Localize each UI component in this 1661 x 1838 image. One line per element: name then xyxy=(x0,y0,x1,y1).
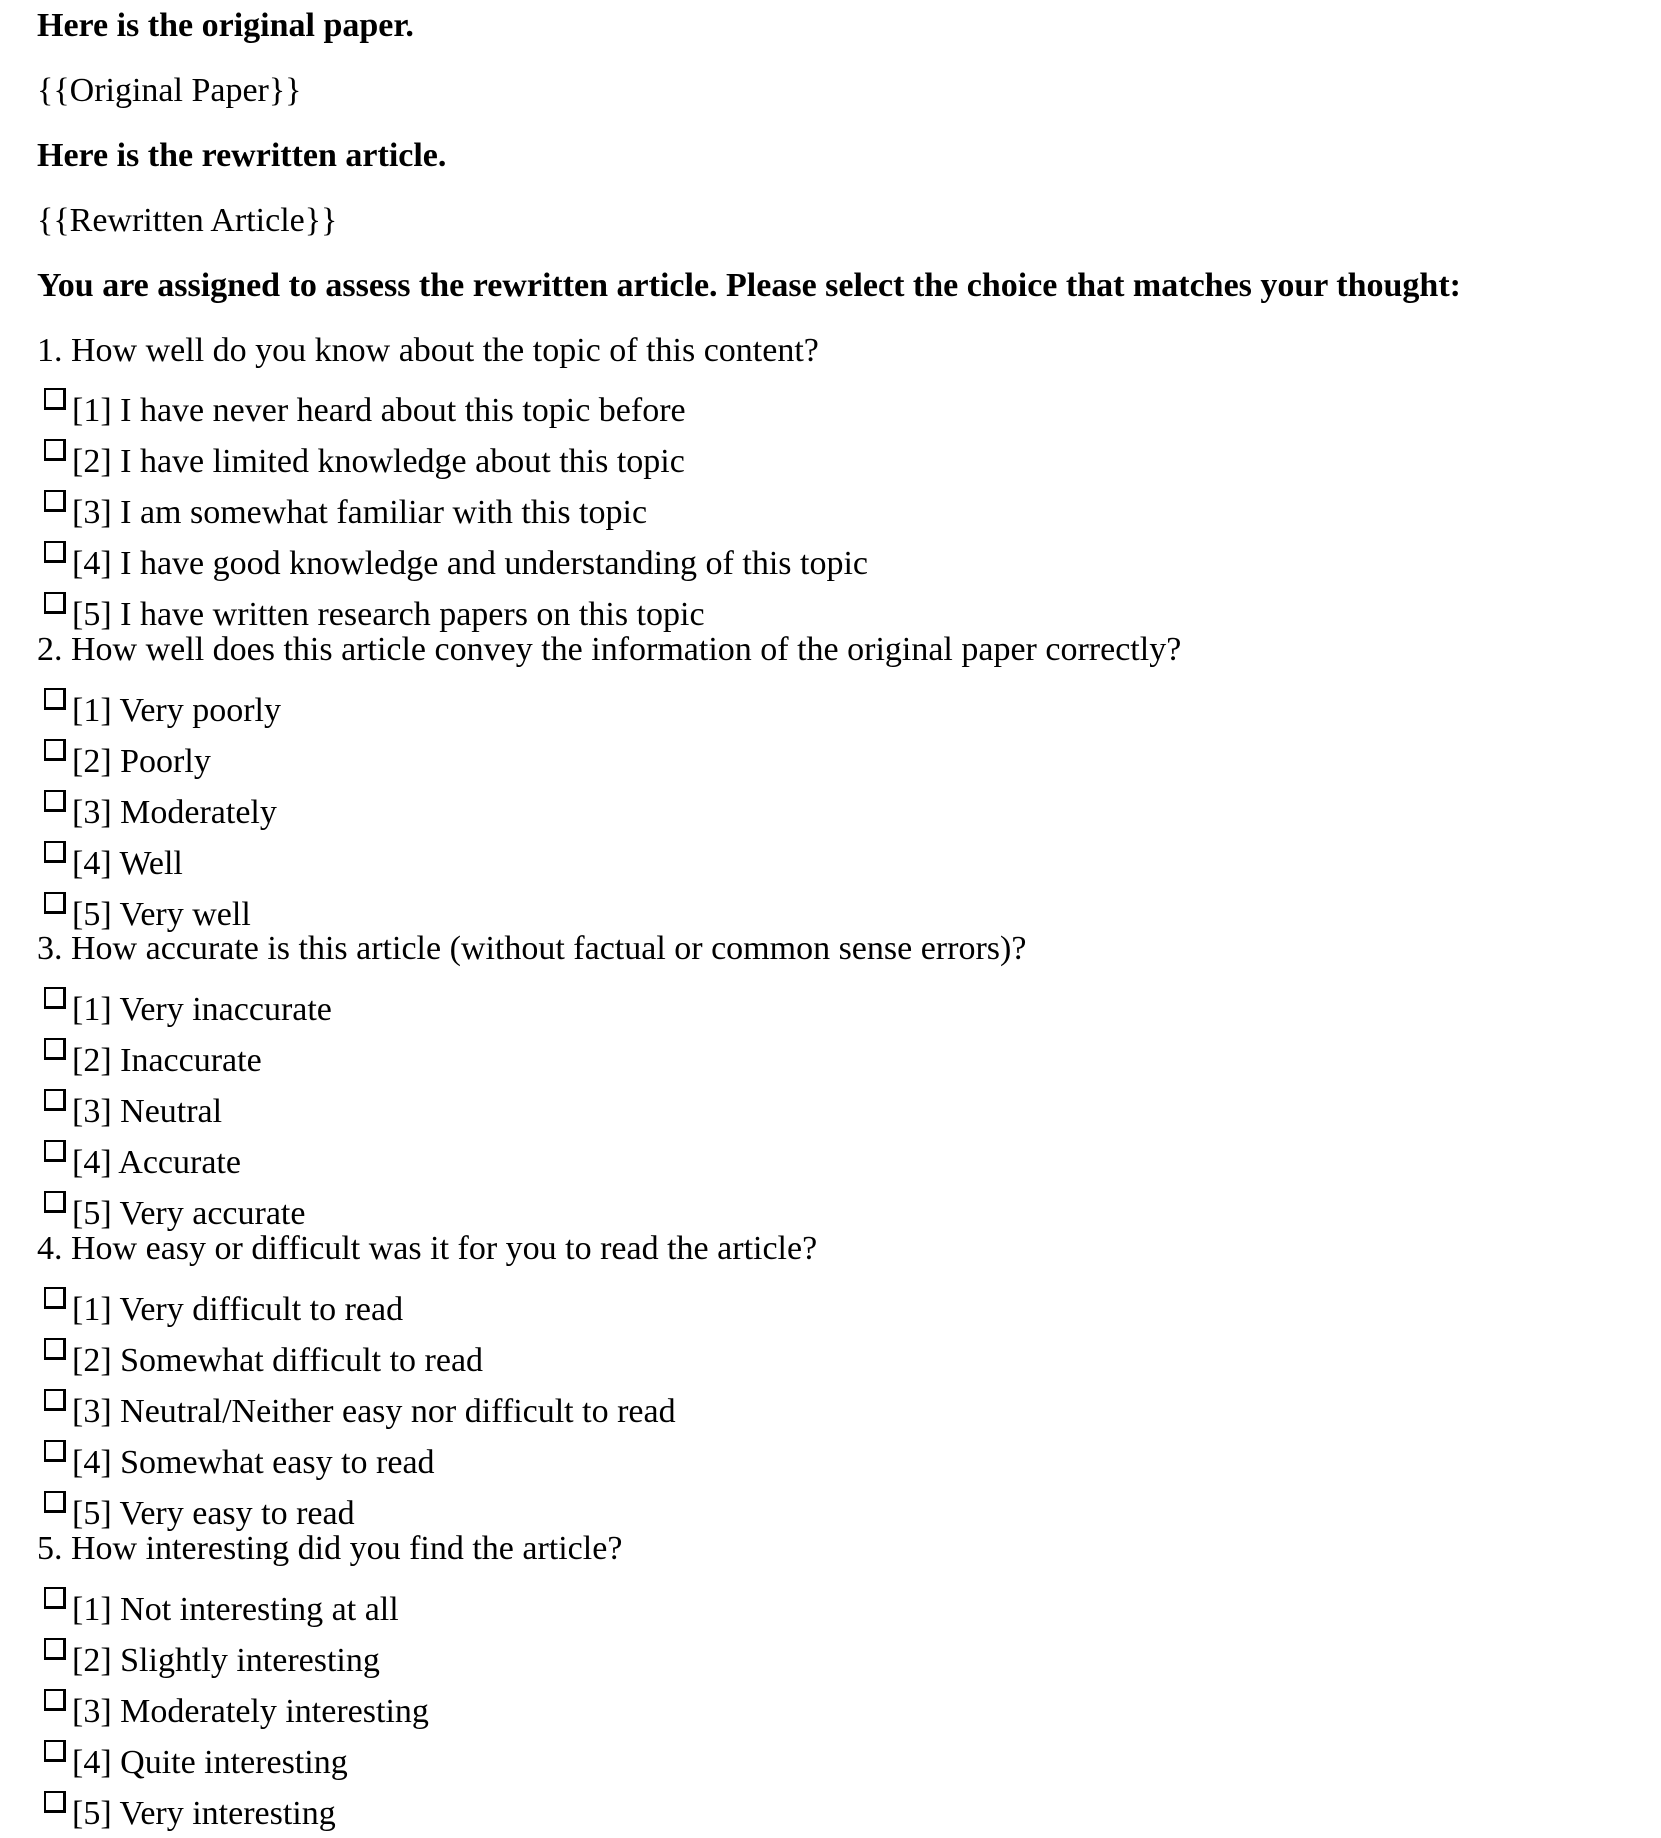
checkbox[interactable] xyxy=(44,1338,66,1360)
question-1-option-4[interactable] xyxy=(44,538,868,584)
option-label: [1] Very poorly xyxy=(72,692,281,729)
option-label: [3] Moderately xyxy=(72,794,277,831)
option-label: [5] Very accurate xyxy=(72,1195,306,1232)
question-5-option-5[interactable] xyxy=(44,1788,336,1834)
checkbox[interactable] xyxy=(44,1791,66,1813)
option-label: [3] I am somewhat familiar with this topic xyxy=(72,494,648,531)
checkbox[interactable] xyxy=(44,1440,66,1462)
checkbox[interactable] xyxy=(44,1089,66,1111)
question-5-text: 5. How interesting did you find the article? xyxy=(37,1530,623,1567)
question-5-option-4[interactable] xyxy=(44,1737,348,1783)
checkbox[interactable] xyxy=(44,1287,66,1309)
question-2-option-4[interactable] xyxy=(44,838,183,884)
question-2-option-2[interactable] xyxy=(44,736,211,782)
question-4-option-4[interactable] xyxy=(44,1437,435,1483)
question-4-option-3[interactable] xyxy=(44,1386,676,1432)
option-label: [2] I have limited knowledge about this topic xyxy=(72,443,685,480)
option-label: [2] Inaccurate xyxy=(72,1042,262,1079)
option-label: [4] I have good knowledge and understanding of this topic xyxy=(72,545,868,582)
question-5-option-3[interactable] xyxy=(44,1686,429,1732)
checkbox[interactable] xyxy=(44,1491,66,1513)
option-label: [5] Very easy to read xyxy=(72,1495,355,1532)
option-label: [4] Quite interesting xyxy=(72,1744,348,1781)
option-label: [3] Neutral xyxy=(72,1093,223,1130)
option-label: [4] Somewhat easy to read xyxy=(72,1444,435,1481)
question-1-option-3[interactable] xyxy=(44,487,647,533)
original-paper-placeholder: {{Original Paper}} xyxy=(37,72,302,109)
option-label: [3] Moderately interesting xyxy=(72,1693,429,1730)
option-label: [2] Poorly xyxy=(72,743,211,780)
question-4-option-5[interactable] xyxy=(44,1488,355,1534)
checkbox[interactable] xyxy=(44,1038,66,1060)
question-4-option-1[interactable] xyxy=(44,1284,403,1330)
rewritten-article-heading: Here is the rewritten article. xyxy=(37,137,447,174)
checkbox[interactable] xyxy=(44,439,66,461)
question-3-option-1[interactable] xyxy=(44,984,332,1030)
question-2-text: 2. How well does this article convey the information of the original paper correctly? xyxy=(37,631,1182,668)
question-3-option-4[interactable] xyxy=(44,1137,241,1183)
assessment-instruction: You are assigned to assess the rewritten article. Please select the choice that matches your thought: xyxy=(37,267,1461,304)
question-3-option-2[interactable] xyxy=(44,1035,262,1081)
option-label: [1] Not interesting at all xyxy=(72,1591,399,1628)
checkbox[interactable] xyxy=(44,388,66,410)
checkbox[interactable] xyxy=(44,841,66,863)
question-3-option-5[interactable] xyxy=(44,1188,305,1234)
question-2-option-1[interactable] xyxy=(44,685,281,731)
checkbox[interactable] xyxy=(44,1740,66,1762)
question-3-option-3[interactable] xyxy=(44,1086,222,1132)
option-label: [4] Accurate xyxy=(72,1144,241,1181)
question-5-option-2[interactable] xyxy=(44,1635,380,1681)
checkbox[interactable] xyxy=(44,541,66,563)
option-label: [1] I have never heard about this topic before xyxy=(72,392,686,429)
option-label: [2] Slightly interesting xyxy=(72,1642,380,1679)
checkbox[interactable] xyxy=(44,892,66,914)
question-4-text: 4. How easy or difficult was it for you to read the article? xyxy=(37,1230,818,1267)
rewritten-article-placeholder: {{Rewritten Article}} xyxy=(37,202,338,239)
question-1-text: 1. How well do you know about the topic of this content? xyxy=(37,332,819,369)
question-1-option-5[interactable] xyxy=(44,589,705,635)
checkbox[interactable] xyxy=(44,1689,66,1711)
checkbox[interactable] xyxy=(44,1140,66,1162)
question-5-option-1[interactable] xyxy=(44,1584,399,1630)
checkbox[interactable] xyxy=(44,592,66,614)
question-1-option-1[interactable] xyxy=(44,385,686,431)
option-label: [2] Somewhat difficult to read xyxy=(72,1342,484,1379)
original-paper-heading: Here is the original paper. xyxy=(37,7,414,44)
checkbox[interactable] xyxy=(44,1587,66,1609)
option-label: [3] Neutral/Neither easy nor difficult to read xyxy=(72,1393,676,1430)
checkbox[interactable] xyxy=(44,1638,66,1660)
checkbox[interactable] xyxy=(44,1191,66,1213)
checkbox[interactable] xyxy=(44,790,66,812)
question-3-text: 3. How accurate is this article (without factual or common sense errors)? xyxy=(37,930,1027,967)
option-label: [5] Very well xyxy=(72,896,251,933)
option-label: [5] Very interesting xyxy=(72,1795,336,1832)
question-2-option-3[interactable] xyxy=(44,787,277,833)
checkbox[interactable] xyxy=(44,490,66,512)
question-1-option-2[interactable] xyxy=(44,436,685,482)
checkbox[interactable] xyxy=(44,688,66,710)
option-label: [1] Very inaccurate xyxy=(72,991,332,1028)
checkbox[interactable] xyxy=(44,1389,66,1411)
question-4-option-2[interactable] xyxy=(44,1335,483,1381)
option-label: [4] Well xyxy=(72,845,183,882)
checkbox[interactable] xyxy=(44,739,66,761)
checkbox[interactable] xyxy=(44,987,66,1009)
option-label: [5] I have written research papers on this topic xyxy=(72,596,705,633)
option-label: [1] Very difficult to read xyxy=(72,1291,404,1328)
